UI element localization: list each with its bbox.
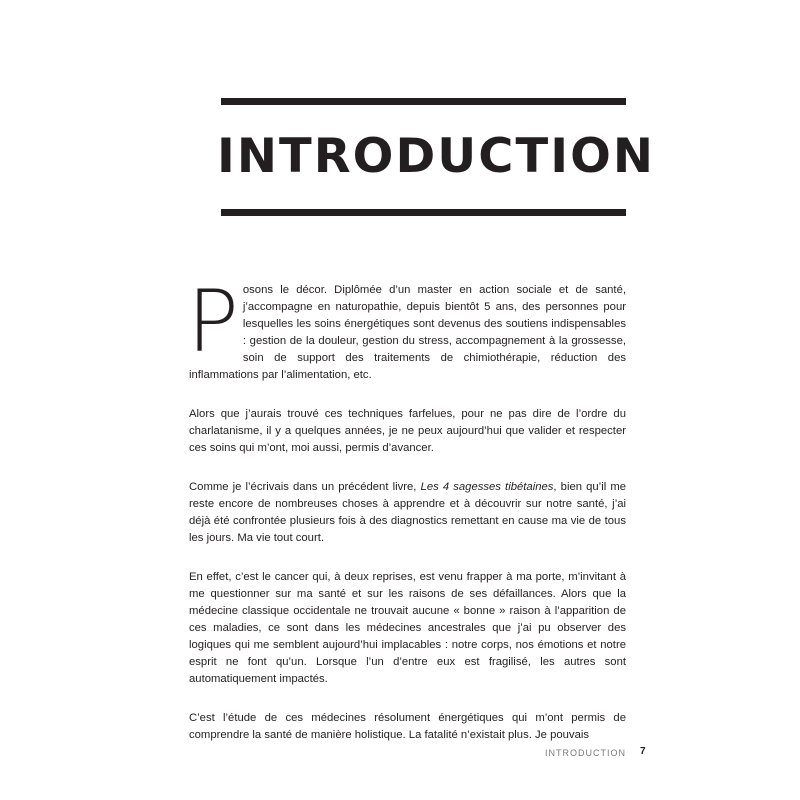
heading-top-rule xyxy=(221,98,626,105)
paragraph-1 xyxy=(187,272,626,384)
drop-cap: P xyxy=(187,272,239,372)
running-footer: INTRODUCTION xyxy=(545,748,626,758)
paragraph-4: En effet, c’est le cancer qui, à deux reprises, est venu frapper à ma porte, m’invitant à me questionner sur ma santé et sur les raisons de ses défaillances. Alors que la médecine classique occidentale ne trouvait aucune « bonne » raison à l’apparition de ces maladies, ce sont dans les médecines ancestrales que j’ai pu observer des logiques qui me semblent aujourd’hui implacables : notre corps, nos émotions et notre esprit ne font qu’un. Lorsque l’un d’entre eux est fragilisé, les autres sont automatiquement impactés. xyxy=(189,571,626,685)
body-text xyxy=(187,272,627,766)
paragraph-3-before: Comme je l’écrivais dans un précédent livre, xyxy=(189,481,421,493)
paragraph-2: Alors que j’aurais trouvé ces techniques farfelues, pour ne pas dire de l’ordre du charlatanisme, il y a quelques années, je ne peux aujourd’hui que valider et respecter ces soins qui m’ont, moi aussi, permis d’avancer. xyxy=(189,408,626,454)
heading-bottom-rule xyxy=(221,209,626,216)
chapter-title: INTRODUCTION xyxy=(216,129,656,184)
book-title: Les 4 sagesses tibétaines xyxy=(420,481,554,493)
paragraph-3 xyxy=(189,479,626,547)
paragraph-3-after: , bien qu’il me reste encore de nombreuses choses à apprendre et à découvrir sur notre santé, j’ai déjà été confrontée plusieurs fois à des diagnostics remettant en cause ma vie de tous les jours. Ma vie tout court. xyxy=(189,481,627,544)
paragraph-1-text: osons le décor. Diplômée d’un master en action sociale et de santé, j’accompagne en naturopathie, depuis bientôt 5 ans, des personnes pour lesquelles les soins énergétiques sont devenus des soutiens indispensables : gestion de la douleur, gestion du stress, accompagnement à la grossesse, soin de support des traitements de chimiothérapie, réduction des inflammations par l’alimentation, etc. xyxy=(189,284,626,381)
paragraph-5: C’est l’étude de ces médecines résolument énergétiques qui m’ont permis de comprendre la santé de manière holistique. La fatalité n’existait plus. Je pouvais xyxy=(189,712,626,741)
page-number: 7 xyxy=(640,746,646,757)
